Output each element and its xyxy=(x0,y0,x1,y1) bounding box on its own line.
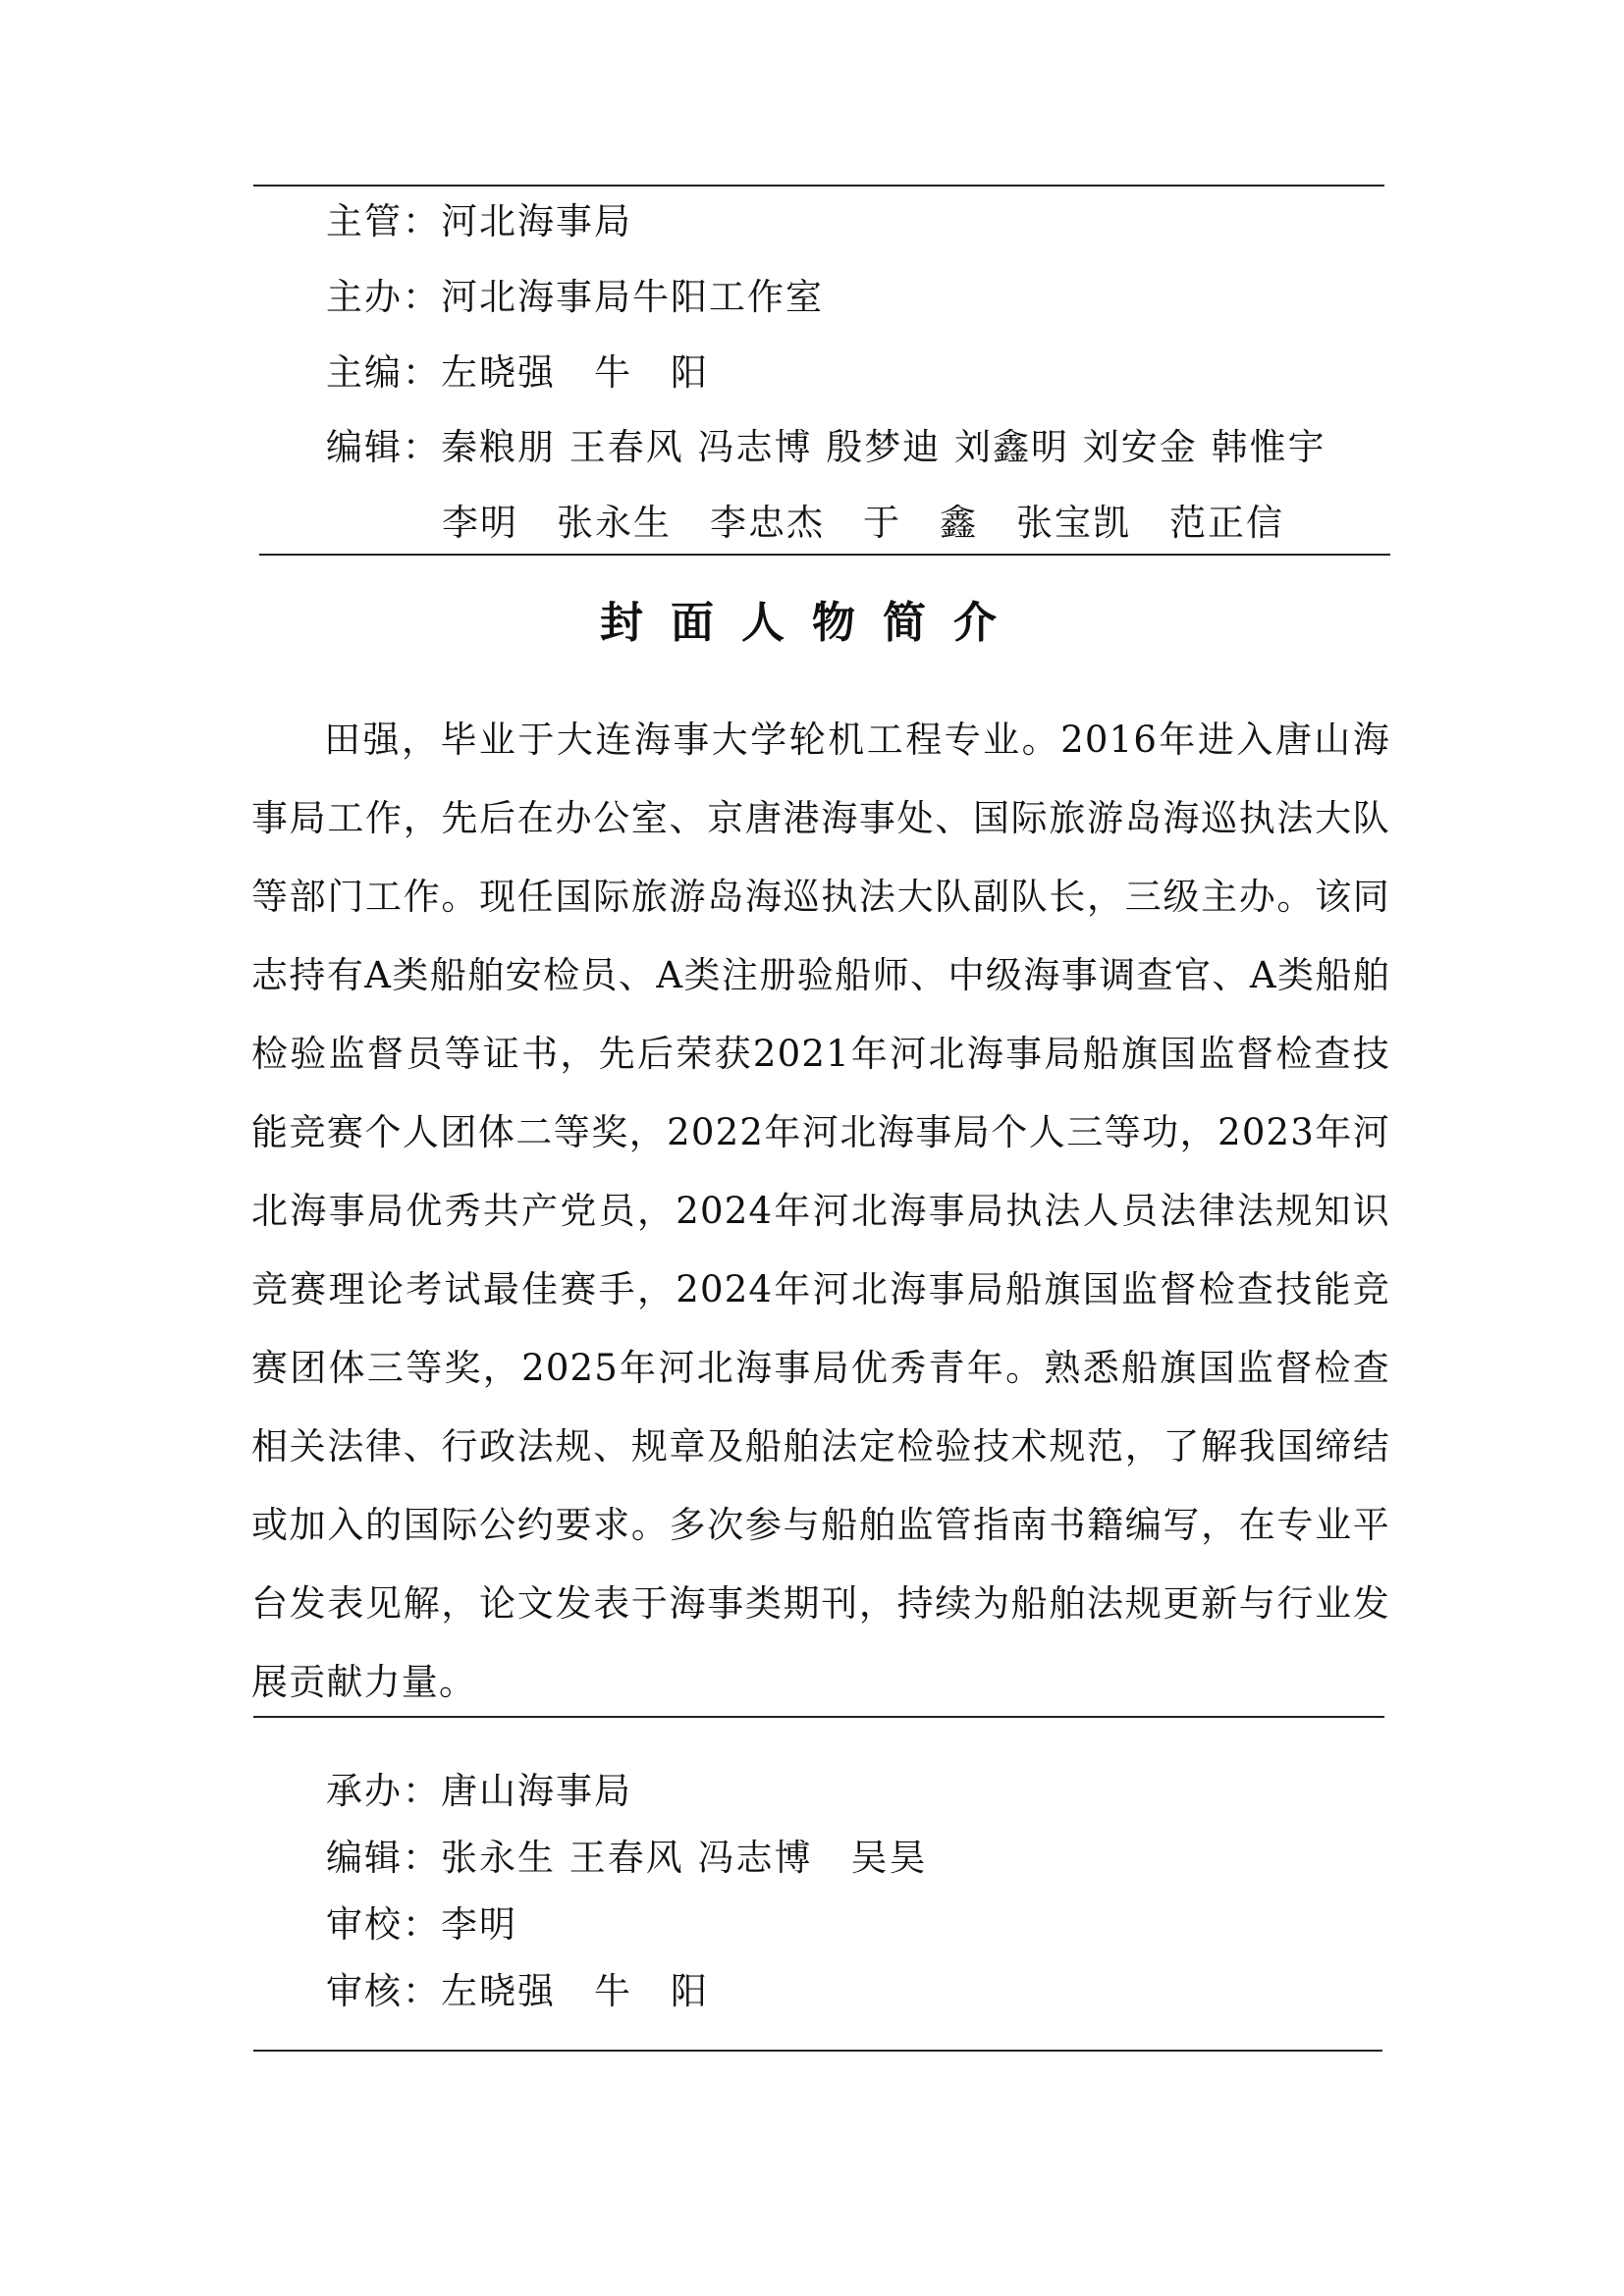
organizer-label: 承办： xyxy=(326,1770,441,1812)
organizer-value: 唐山海事局 xyxy=(441,1770,632,1812)
credits-editors-line xyxy=(326,1836,928,1881)
sponsor-label: 主办： xyxy=(326,276,441,318)
supervisor-label: 主管： xyxy=(326,200,441,242)
cover-intro-body: 田强，毕业于大连海事大学轮机工程专业。2016年进入唐山海事局工作，先后在办公室、京唐港海事处、国际旅游岛海巡执法大队等部门工作。现任国际旅游岛海巡执法大队副队长，三级主办。该同志持有A类船舶安检员、A类注册验船师、中级海事调查官、A类船舶检验监督员等证书，先后荣获2021年河北海事局船旗国监督检查技能竞赛个人团体二等奖，2022年河北海事局个人三等功，2023年河北海事局优秀共产党员，2024年河北海事局执法人员法律法规知识竞赛理论考试最佳赛手，2024年河北海事局船旗国监督检查技能竞赛团体三等奖，2025年河北海事局优秀青年。熟悉船旗国监督检查相关法律、行政法规、规章及船舶法定检验技术规范，了解我国缔结或加入的国际公约要求。多次参与船舶监管指南书籍编写，在专业平台发表见解，论文发表于海事类期刊，持续为船舶法规更新与行业发展贡献力量。 xyxy=(251,719,1390,1703)
reviewer-line xyxy=(326,1969,709,2014)
editors-line-2 xyxy=(442,501,1284,546)
editors-label: 编辑： xyxy=(326,426,441,468)
organizer-line xyxy=(326,1769,632,1814)
proofreader-value: 李明 xyxy=(441,1903,517,1946)
editors-value-1: 秦粮朋 王春风 冯志博 殷梦迪 刘鑫明 刘安金 韩惟宇 xyxy=(441,426,1326,468)
supervisor-line xyxy=(326,199,632,244)
credits-editors-value: 张永生 王春风 冯志博 吴昊 xyxy=(441,1837,928,1879)
body-divider xyxy=(253,1716,1384,1718)
masthead-divider xyxy=(259,554,1390,556)
chief-editor-value: 左晓强 牛 阳 xyxy=(441,351,709,394)
supervisor-value: 河北海事局 xyxy=(441,200,632,242)
editors-line-1 xyxy=(326,425,1326,470)
editors-value-2: 李明 张永生 李忠杰 于 鑫 张宝凯 范正信 xyxy=(442,502,1284,544)
credits-editors-label: 编辑： xyxy=(326,1837,441,1879)
sponsor-value: 河北海事局牛阳工作室 xyxy=(441,276,824,318)
reviewer-label: 审核： xyxy=(326,1970,441,2012)
top-divider xyxy=(253,185,1384,187)
reviewer-value: 左晓强 牛 阳 xyxy=(441,1970,709,2012)
bottom-divider xyxy=(253,2050,1382,2052)
chief-editor-label: 主编： xyxy=(326,351,441,394)
chief-editor-line xyxy=(326,350,709,396)
sponsor-line xyxy=(326,275,824,320)
proofreader-label: 审校： xyxy=(326,1903,441,1946)
cover-intro-title: 封面人物简介 xyxy=(600,598,1024,648)
proofreader-line xyxy=(326,1902,517,1948)
